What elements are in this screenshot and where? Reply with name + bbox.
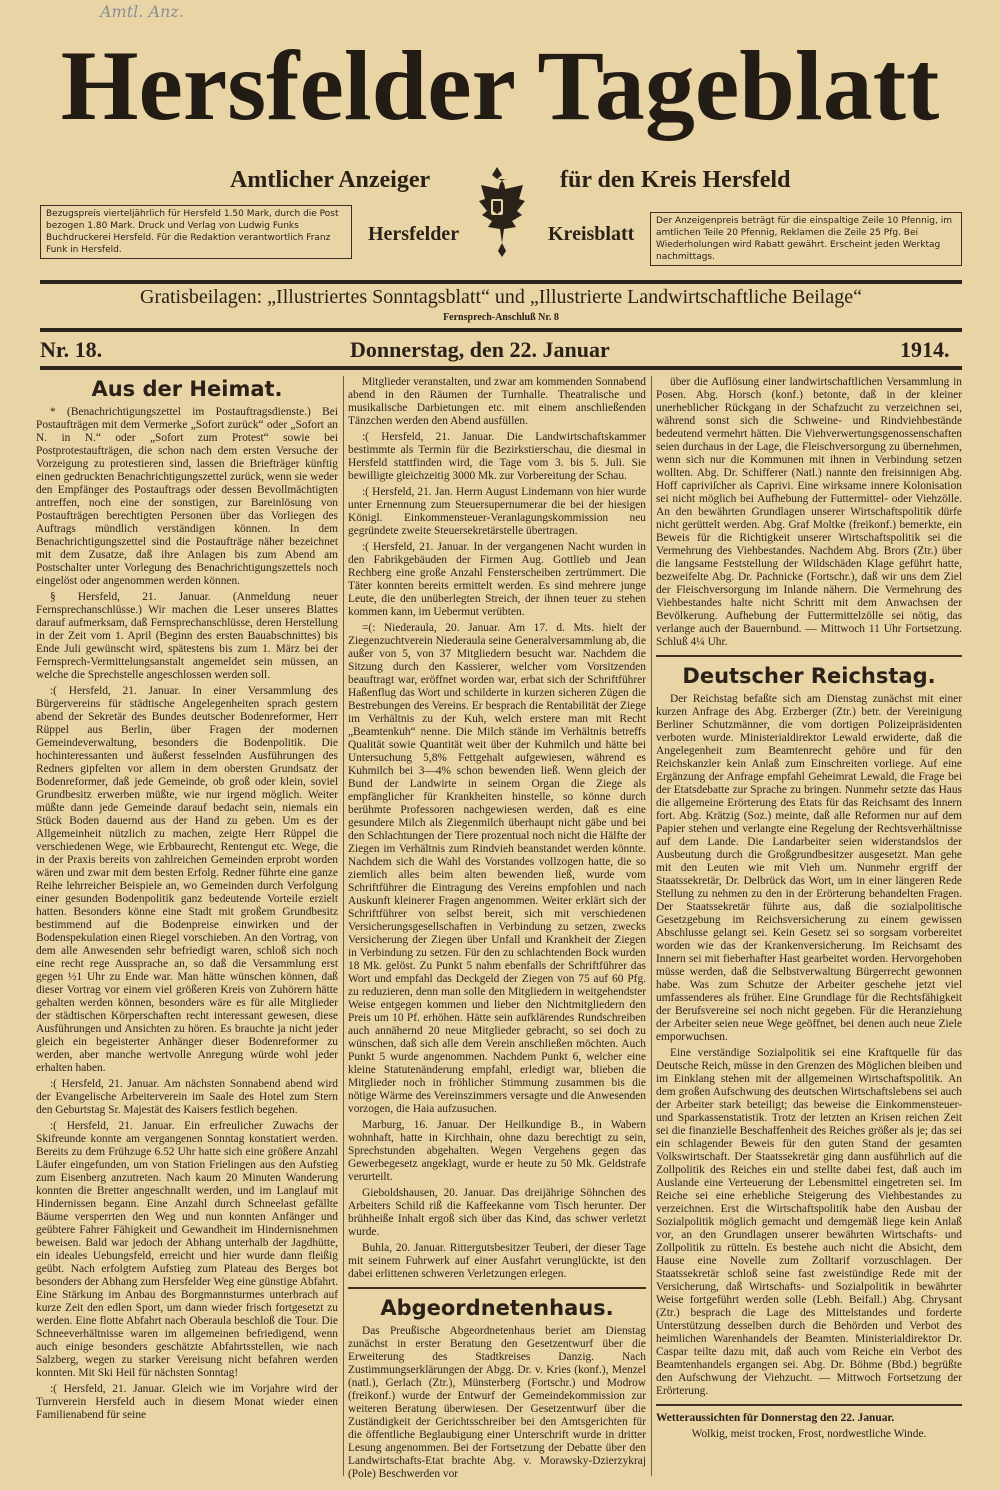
article: Buhla, 20. Januar. Rittergutsbesitzer Teuberi, der dieser Tage mit seinem Fuhrwerk auf einer Ausfahrt verunglückte, ist den dabei erlittenen schweren Verletzungen erlegen. bbox=[348, 1242, 646, 1280]
article: * (Benachrichtigungszettel im Postauftragsdienste.) Bei Postaufträgen mit dem Vermerke „Sofort zurück“ oder „Sofort an N. in N.“ oder „Sofort zum Protest“ sowie bei Postprotestaufträgen, die schon nach dem ersten Versuche der Vorzeigung zu protestieren sind, lassen die Briefträger künftig einen gedruckten Benachrichtigungszettel zurück, wenn sie weder den Empfänger des Postauftrags oder dessen Bevollmächtigten antreffen, noch eine der sonstigen, zur Bareinlösung von Postaufträgen berechtigten Personen über das Vorliegen des Auftrags mündlich verständigen können. In dem Benachrichtigungszettel sind die Postaufträge näher bezeichnet mit dem Zusatze, daß ihre Anlagen bis zum Abend am Postschalter unter Vorlegung des Benachrichtigungszettels noch eingelöst oder angenommen werden können. bbox=[36, 406, 338, 587]
article: :( Hersfeld, 21. Januar. Gleich wie im Vorjahre wird der Turnverein Hersfeld auch in diesem Monat wieder einen Familienabend für seine bbox=[36, 1383, 338, 1421]
supplements-line: Gratisbeilagen: „Illustriertes Sonntagsblatt“ und „Illustrierte Landwirtschaftliche Beilage“ bbox=[140, 286, 862, 308]
article: über die Auflösung einer landwirtschaftlichen Versammlung in Posen. Abg. Horsch (konf.) betonte, daß in der kleiner unerheblicher Rückgang in der Schafzucht zu verzeichnen sei, während sonst sich die Schweine- und Rindviehbestände bedeutend vermehrt hätten. Die Viehverwertungsgenossenschaften seien durchaus in der Lage, die Fleischversorgung zu übernehmen, wenn sich nur die Kommunen mit ihnen in Verbindung setzen wollten. Abg. Dr. Schifferer (Natl.) nannte den freisinnigen Abg. Hoff capriviſcher als Caprivi. Eine wirksame innere Kolonisation sei nicht möglich bei Aufhebung der Futtermittel- oder Viehzölle. An den bewährten Grundlagen unserer Wirtschaftspolitik dürfe nicht gerüttelt werden. Abg. Graf Moltke (freikonf.) bemerkte, ein Beweis für die Richtigkeit unserer Wirtschaftspolitik sei die Vermehrung des Viehbestandes. Nachdem Abg. Brors (Ztr.) über die langsame Feststellung der Wildschäden Klage geführt hatte, bezweifelte Abg. Dr. Pachnicke (Fortschr.), daß wir uns dem Ziel der Fleischversorgung im Inlande nähern. Die Vermehrung des Viehbestandes halte nicht Schritt mit dem Anwachsen der Bevölkerung. Aufhebung der Futtermittelzölle sei nötig, das verlange auch der Bauernbund. — Mittwoch 11 Uhr Fortsetzung. Schluß 4¼ Uhr. bbox=[656, 376, 962, 648]
divider bbox=[656, 655, 962, 657]
article: :( Hersfeld, 21. Januar. Ein erfreulicher Zuwachs der Skifreunde konnte am vergangenen Sonntag konstatiert werden. Bereits zu dem Frühzuge 6.52 Uhr hatte sich eine größere Anzahl Läufer eingefunden, um von Station Frielingen aus den Aufstieg zum Eisenberg anzutreten. Nach kaum 20 Minuten Wanderung konnten die Bretter angeschnallt werden, und im Langlauf mit Hindernissen begann. Eine Anzahl durch Schneelast gefällte Bäume versperrten den Weg und nun konnten Anfänger und geübtere Fahrer Fähigkeit und Gewandheit im Hindernisnehmen beweisen. Bald war jedoch der Abhang unterhalb der Jagdhütte, ein ideales Uebungsfeld, erreicht und hier wurde dann fleißig geübt. Nach erfolgtem Aufstieg zum Plateau des Berges bot besonders der Abhang zum Hersfelder Weg eine günstige Abfahrt. Eine Stärkung im Anbau des Borgmannsturmes unterbrach auf kurze Zeit den edlen Sport, um dann wieder frisch fortgesetzt zu werden. Eine flotte Abfahrt nach Oberaula beschloß die Tour. Die Schneeverhältnisse waren im allgemeinen befriedigend, wenn auch einige besonders geschätzte Abfahrtsstellen, wie nach Salzberg, wegen zu starker Vereisung nicht befahren werden konnten. Mit Ski Heil für nächsten Sonntag! bbox=[36, 1120, 338, 1379]
imperial-eagle-emblem bbox=[466, 165, 528, 261]
issue-year: 1914. bbox=[900, 337, 950, 362]
subscription-info-box: Bezugspreis vierteljährlich für Hersfeld 1.50 Mark, durch die Post bezogen 1.80 Mark. Druck und Verlag von Ludwig Funks Buchdruckerei Hersfeld. Für die Redaktion verantwortlich Franz Funk in Hersfeld. bbox=[40, 205, 352, 259]
weather-forecast-title: Wetteraussichten für Donnerstag den 22. Januar. bbox=[656, 1412, 895, 1424]
article: :( Hersfeld, 21. Januar. In der vergangenen Nacht wurden in den Fabrikgebäuden der Firmen Aug. Gottlieb und Jean Rechberg eine große Anzahl Fensterscheiben zertrümmert. Die Täter konnten bereits ermittelt werden. Es sind mehrere junge Leute, die den unüberlegten Streich, der ihnen teuer zu stehen kommen kann, im Uebermut verübten. bbox=[348, 541, 646, 618]
divider bbox=[40, 328, 962, 332]
masthead-subtitle-left: Amtlicher Anzeiger bbox=[230, 167, 431, 193]
divider bbox=[656, 1404, 962, 1406]
handwritten-note: Amtl. Anz. bbox=[100, 2, 184, 21]
masthead-subtitle-right: für den Kreis Hersfeld bbox=[560, 167, 791, 193]
column-3 bbox=[656, 376, 962, 1441]
article: Das Preußische Abgeordnetenhaus beriet am Dienstag zunächst in erster Beratung den Gesetzentwurf über die Erweiterung des Stadtkreises Danzig. Nach Zustimmungserklärungen der Abgg. Dr. v. Kries (konf.), Menzel (natl.), Gerlach (Ztr.), Münsterberg (Fortschr.) und Modrow (freikonf.) wurde der Entwurf der Gemeindekommission zur weiteren Beratung überwiesen. Der Gesetzentwurf über die Zuständigkeit der Gerichtsschreiber bei den Amtsgerichten für die öffentliche Beglaubigung einer Unterschrift wurde in dritter Lesung angenommen. Bei der Fortsetzung der Debatte über den Landwirtschafts-Etat brachte Abg. v. Morawsky-Dzierzykraj (Pole) Beschwerden vor bbox=[348, 1325, 646, 1480]
emblem-label-left: Hersfelder bbox=[368, 223, 460, 245]
section-heading-deutscher-reichstag: Deutscher Reichstag. bbox=[682, 664, 936, 688]
article: Eine verständige Sozialpolitik sei eine Kraftquelle für das Deutsche Reich, müsse in den Grenzen des Möglichen bleiben und im Einklang stehen mit der allgemeinen Wirtschaftspolitik. An dem großen Aufschwung des deutschen Wirtschaftslebens sei auch der Arbeiter stark beteiligt; das beweise die Einkommensteuer- und Sparkassenstatistik. Trotz der letzten an Krisen reichen Zeit sei die finanzielle Beschaffenheit des Reiches größer als je; das sei ein schlagender Beweis für den guten Stand der gesamten Volkswirtschaft. Der Staatssekretär ging dann ausführlich auf die Zollpolitik des Reiches ein und stellte dabei fest, daß auch im Auslande eine Verteuerung der Lebensmittel eingetreten sei. Im Reiche sei eine erhebliche Steigerung des Viehbestandes zu verzeichnen. Erst die Wirtschaftspolitik habe den Ausbau der Sozialpolitik möglich gemacht und demgemäß liege kein Anlaß vor, an den Grundlagen unserer bewährten Wirtschafts- und Zollpolitik zu rütteln. Es bestehe auch nicht die Absicht, dem Hause eine Novelle zum Zolltarif vorzuschlagen. Der Staatssekretär schloß seine fast zweistündige Rede mit der Versicherung, daß Wirtschafts- und Sozialpolitik in bewährter Weise fortgeführt werden solle (Lebh. Beifall.) Abg. Chrysant (Ztr.) besprach die Lage des Mittelstandes und forderte Unterstützung desselben durch die Behörden und Verbot des heimlichen Warenhandels der Beamten. Ministerialdirektor Dr. Caspar teilte dazu mit, daß auch vom Reiche ein Verbot des Beamtenhandels ergangen sei. Abg. Dr. Böhme (Bbd.) begrüßte den Aufschwung der Viehzucht. — Mittwoch Fortsetzung der Erörterung. bbox=[656, 1047, 962, 1397]
article: Marburg, 16. Januar. Der Heilkundige B., in Wabern wohnhaft, hatte in Kirchhain, ohne dazu berechtigt zu sein, Sprechstunden abgehalten. Wegen Vergehens gegen das Gewerbegesetz angeklagt, wurde er heute zu 50 Mk. Geldstrafe verurteilt. bbox=[348, 1119, 646, 1183]
column-rule bbox=[343, 376, 344, 1476]
article: § Hersfeld, 21. Januar. (Anmeldung neuer Fernsprechanschlüsse.) Wir machen die Leser unseres Blattes darauf aufmerksam, daß Fernsprechanschlüsse, deren Herstellung in der Zeit vom 1. April (Beginn des ersten Bauabschnittes) bis Ende Juli gewünscht wird, spätestens bis zum 1. März bei der Fernsprech-Vermittelungsanstalt angemeldet sein müssen, an welche die Sprechstelle angeschlossen werden soll. bbox=[36, 591, 338, 681]
issue-number: Nr. 18. bbox=[40, 337, 103, 362]
telephone-line: Fernsprech-Anschluß Nr. 8 bbox=[443, 312, 559, 323]
advertising-rates-box: Der Anzeigenpreis beträgt für die einspaltige Zeile 10 Pfennig, im amtlichen Teile 20 Pfennig, Reklamen die Zeile 25 Pfg. Bei Wiederholungen wird Rabatt gewährt. Erscheint jeden Werktag nachmittags. bbox=[650, 212, 962, 266]
column-rule bbox=[651, 376, 652, 1476]
divider bbox=[40, 280, 962, 284]
emblem-label-right: Kreisblatt bbox=[548, 223, 635, 245]
article: :( Hersfeld, 21. Januar. In einer Versammlung des Bürgervereins für städtische Angelegenheiten sprach gestern abend der Sekretär des Bundes deutscher Bodenreformer, Herr Rüppel aus Berlin, über Fragen der modernen Gemeindeverwaltung, besonders die Bodenpolitik. Die hochinteressanten und äußerst fesselnden Ausführungen des Redners gipfelten vor allem in dem obersten Grundsatz der Bodenreformer, daß jede Gemeinde, ob groß oder klein, soviel Grundbesitz erwerben müßte, wie nur irgend möglich. Weiter müßte dann jede Gemeinde darauf bedacht sein, niemals ein Stück Boden dauernd aus der Hand zu geben. Um es der Allgemeinheit nützlich zu machen, zeigte Herr Rüppel die verschiedenen Wege, wie Erbbaurecht, Rentengut etc. Wege, die in der Praxis bereits von zahlreichen Gemeinden erprobt worden wären und zwar mit dem besten Erfolg. Redner führte eine ganze Reihe lehrreicher Beispiele an, wo Gemeinden durch Verfolgung einer gesunden Bodenpolitik ganz bedeutende Vorteile erzielt hatten. Besonders könne eine Stadt mit großem Grundbesitz bestimmend auf die Bodenpreise einwirken und der Bodenspekulation einen Riegel vorschieben. An den Vortrag, von dem alle Anwesenden sehr befriedigt waren, schloß sich noch eine recht rege Aussprache an, so daß die Versammlung erst gegen ½1 Uhr zu Ende war. Man hätte wünschen können, daß dieser Vortrag vor einem viel größeren Kreis von Zuhörern hätte gehalten werden können, besonders wäre es für alle Mitglieder der städtischen Körperschaften recht interessant gewesen, diese Ausführungen und Ansichten zu hören. Es brauchte ja nicht jeder gleich ein begeisterter Anhänger dieser Bodenreformer zu werden, aber manche wertvolle Anregung würde wohl jeder erhalten haben. bbox=[36, 685, 338, 1074]
column-2 bbox=[348, 376, 646, 1481]
issue-date: Donnerstag, den 22. Januar bbox=[350, 337, 610, 362]
article: :( Hersfeld, 21. Januar. Die Landwirtschaftskammer bestimmte als Termin für die Bezirkstierschau, die diesmal in Hersfeld stattfinden wird, die Tage vom 3. bis 5. Juli. Sie bewilligte gleichzeitig 3000 Mk. zur Vorbereitung der Schau. bbox=[348, 431, 646, 482]
section-heading-abgeordnetenhaus: Abgeordnetenhaus. bbox=[380, 1296, 614, 1320]
section-heading-aus-der-heimat: Aus der Heimat. bbox=[91, 377, 283, 401]
divider bbox=[348, 1287, 646, 1289]
article: :( Hersfeld, 21. Jan. Herrn August Lindemann von hier wurde unter Ernennung zum Steuersupernumerar die bei der hiesigen Königl. Einkommensteuer-Veranlagungskommission neu gegründete zweite Steuersekretärstelle übertragen. bbox=[348, 486, 646, 537]
weather-forecast-text: Wolkig, meist trocken, Frost, nordwestliche Winde. bbox=[691, 1428, 927, 1440]
masthead-title: Hersfelder Tageblatt bbox=[60, 30, 940, 141]
article: =(: Niederaula, 20. Januar. Am 17. d. Mts. hielt der Ziegenzuchtverein Niederaula seine Generalversammlung ab, die außer von 5, von 37 Mitgliedern besucht war. Nachdem die Sitzung durch den Kassierer, welcher vom Vorsitzenden beauftragt war, eröffnet worden war, erbat sich der Schriftführer Haßenflug das Wort und schilderte in kurzen sicheren Zügen die Bestrebungen des Vereins. Er besprach die Rentabilität der Ziege im Verhältnis zu der Kuh, welch erstere man mit Recht „Beamtenkuh“ nenne. Die Milch stände im Verhältnis betreffs Qualität sowie Quantität weit über der Kuhmilch und hätte bei Untersuchung 5,8% Fettgehalt aufgewiesen, während es Kuhmilch bei 3—4% schon bewenden ließ. Wenn gleich der Bund der Landwirte in seinem Organ die Ziege als empfänglicher für Krankheiten hinstelle, so könne durch berühmte Professoren nachgewiesen werden, daß es eine gesundere Milch als Ziegenmilch überhaupt nicht gäbe und bei den Schlachtungen der Tiere prozentual noch nicht die Hälfte der Ziegen im Verhältnis zum Rindvieh beanstandet werden könnte. Nachdem sich die Wahl des Vorstandes vollzogen hatte, die so ziemlich alles beim alten bewenden ließ, wurde vom Schriftführer die Eintragung des Vereins empfohlen und nach Auskunft kleinerer Fragen angenommen. Weiter erklärt sich der Schriftführer von selbst bereit, sich mit verschiedenen Versicherungsgesellschaften in Verbindung zu setzen, zwecks Versicherung der Ziegen über Unfall und Krankheit der Ziegen in Verbindung zu setzen. Für den zu schlachtenden Bock wurden 18 Mk. gelöst. Zu Punkt 5 nahm ebenfalls der Schriftführer das Wort und empfahl das Deckgeld der Ziegen von 75 auf 60 Pfg. zu reduzieren, denn man solle den Mitgliedern in weitgehendster Weise entgegen kommen und lieber den Nichtmitgliedern den Preis um 10 Pf. erhöhen. Hätte sein aufklärendes Rundschreiben auch annähernd 20 neue Mitglieder gebracht, so sei doch zu wünschen, daß sich alle dem Verein anschließen möchten. Auch Punkt 5 wurde angenommen. Nachdem Punkt 6, welcher eine kleine Statutenänderung empfahl, erledigt war, blieben die Mitglieder noch in fröhlicher Stimmung zusammen bis die nötige Wärme des Vereinszimmers versagte und die Anwesenden vorzogen, die Haia aufzusuchen. bbox=[348, 622, 646, 1115]
article: Der Reichstag befaßte sich am Dienstag zunächst mit einer kurzen Anfrage des Abg. Erzberger (Ztr.) betr. der Vereinigung Berliner Schutzmänner, die vom dortigen Polizeipräsidenten verboten wurde. Ministerialdirektor Lewald erwiderte, daß die Angelegenheit zum Beamtenrecht gehöre und für den Reichskanzler kein Anlaß zum Einschreiten vorliege. Auf eine Ergänzung der Anfrage empfahl Geheimrat Lewald, die Frage bei der Etatsdebatte zur Sprache zu bringen. Nunmehr setzte das Haus die allgemeine Erörterung des Etats für das Reichsamt des Innern fort. Abg. Krätzig (Soz.) meinte, daß alle Reformen nur auf dem Papier stehen und verlangte eine Regelung der Rechtsverhältnisse auf dem Lande. Die Landarbeiter seien widerstandslos der Ausbeutung durch die Großgrundbesitzer ausgesetzt. Man gehe mit den Leuten wie mit Vieh um. Nunmehr ergriff der Staatssekretär, Dr. Delbrück das Wort, um in einer längeren Rede Stellung zu nehmen zu den in der Erörterung behandelten Fragen. Der Staatssekretär führte aus, daß die sozialpolitische Gesetzgebung im Reichsversicherung zu einem gewissen Abschlusse gelangt sei. Kein Gesetz sei so sorgsam vorbereitet worden wie das der Krankenversicherung. Im Reichsamt des Innern sei mit fieberhafter Hast gearbeitet worden. Hervorgehoben müsse werden, daß die Selbstverwaltung Bürgerrecht gewonnen habe. Was zum Schutze der Arbeiter geschehe jetzt viel umfassenderes als früher. Eine Grundlage für die Rechtsfähigkeit der Berufsvereine sei noch nicht gegeben. Für die Heranziehung der Arbeiter seien neue Wege geöffnet, bei denen auch neue Ziele emporwuchsen. bbox=[656, 693, 962, 1043]
article: Gieboldshausen, 20. Januar. Das dreijährige Söhnchen des Arbeiters Schild riß die Kaffeekanne vom Tisch herunter. Der brühheiße Inhalt ergoß sich über das Kind, das schwer verletzt wurde. bbox=[348, 1187, 646, 1238]
divider bbox=[40, 366, 962, 370]
article: Mitglieder veranstalten, und zwar am kommenden Sonnabend abend in den Räumen der Turnhalle. Theatralische und musikalische Darbietungen etc. mit einem anschließenden Tänzchen werden den Abend ausfüllen. bbox=[348, 376, 646, 427]
column-1 bbox=[36, 376, 338, 1422]
article: :( Hersfeld, 21. Januar. Am nächsten Sonnabend abend wird der Evangelische Arbeiterverein im Saale des Hotel zum Stern den Geburtstag Sr. Majestät des Kaisers festlich begehen. bbox=[36, 1078, 338, 1116]
